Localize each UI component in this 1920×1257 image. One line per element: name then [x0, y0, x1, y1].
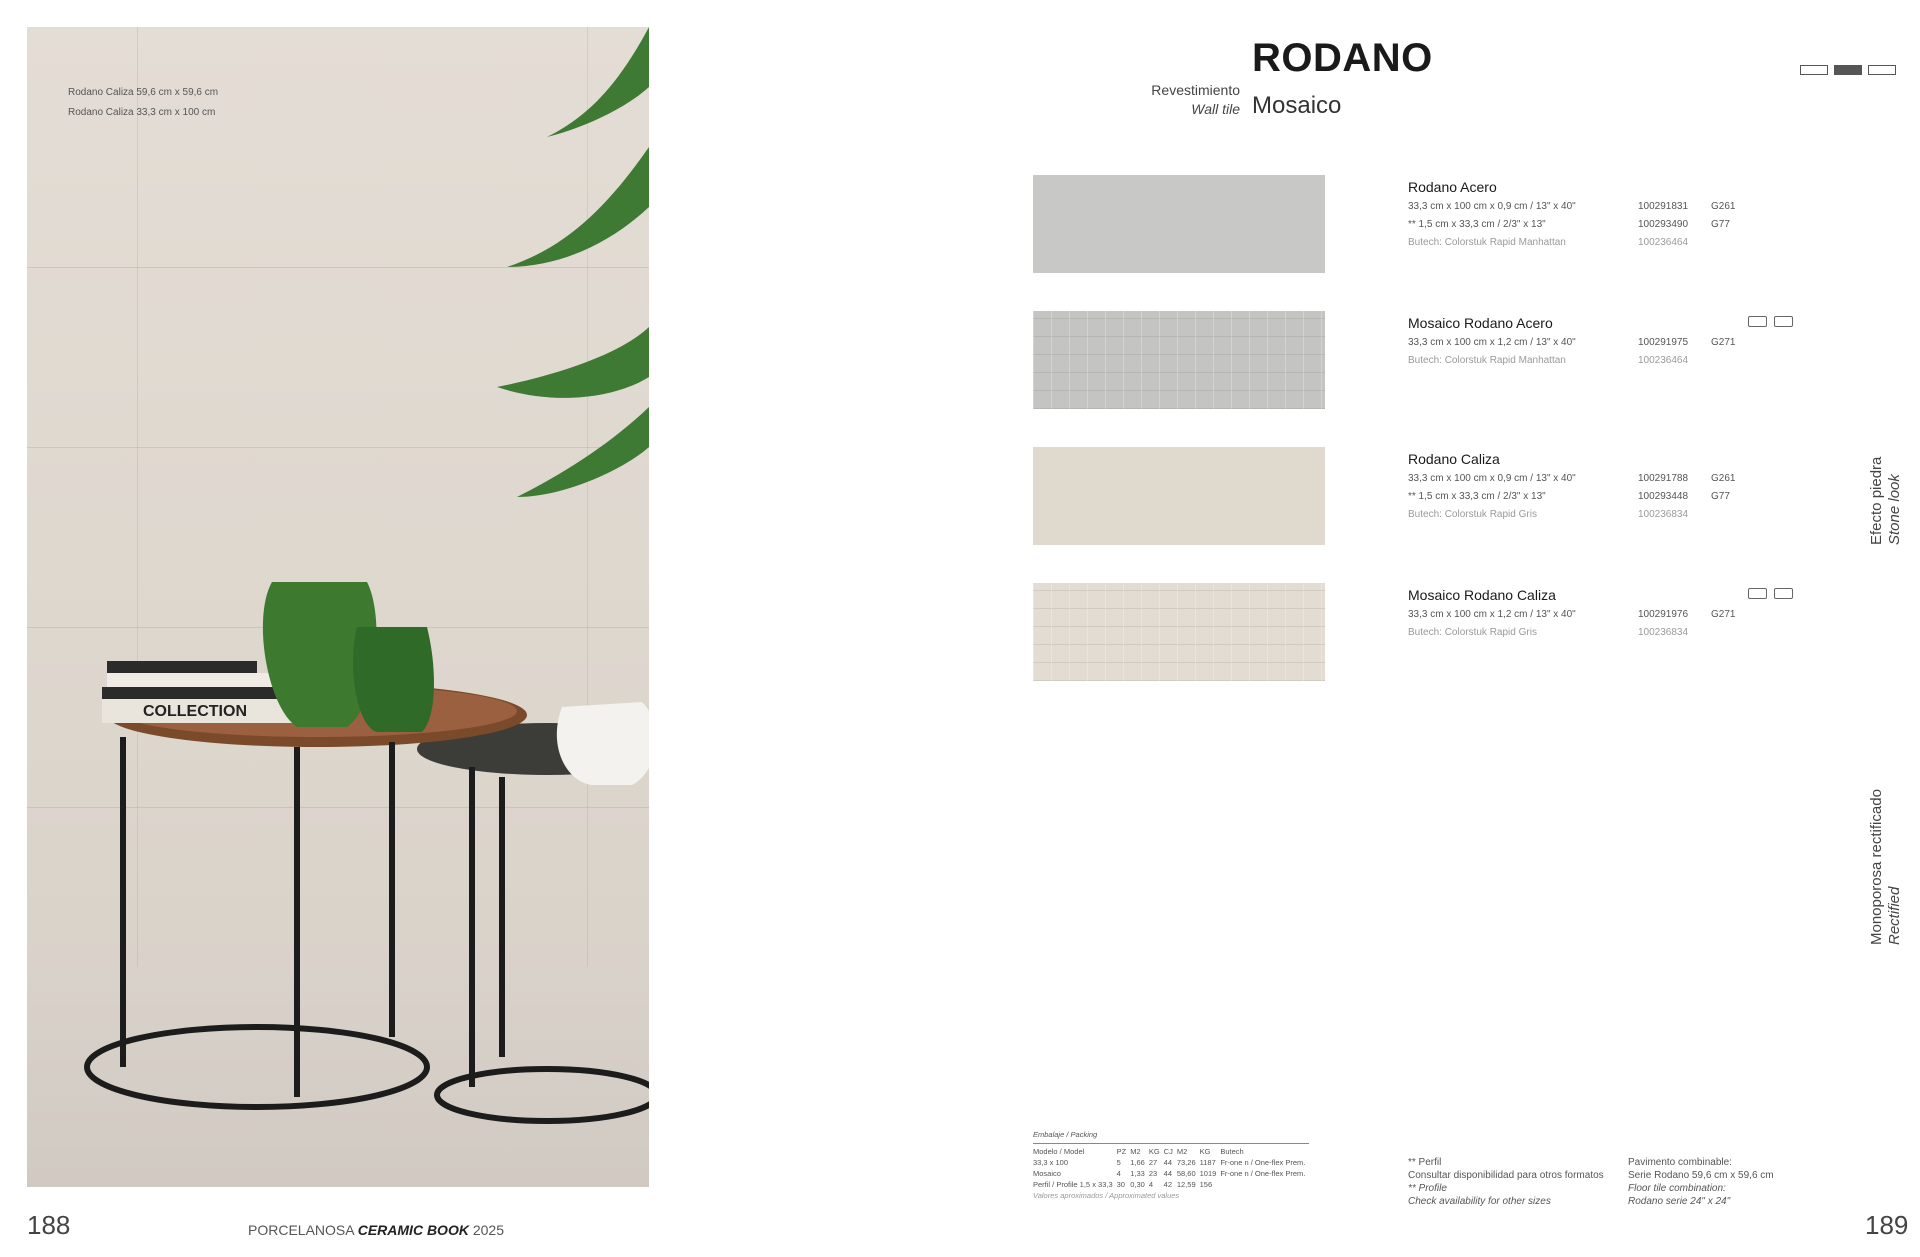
tile-format-icon	[1868, 65, 1896, 75]
floor-combination-note	[1628, 1156, 1774, 1208]
category-es: Revestimiento	[1151, 82, 1240, 98]
packing-header: CJ	[1164, 1144, 1177, 1158]
small-table-legs	[437, 767, 649, 1121]
swatch-mosaico-rodano-acero	[1033, 311, 1325, 409]
packing-header: PZ	[1117, 1144, 1131, 1158]
packing-header: Butech	[1220, 1144, 1309, 1158]
table-cell: 5	[1116, 1158, 1121, 1167]
packing-header: Modelo / Model	[1033, 1144, 1117, 1158]
packing-table	[1033, 1130, 1309, 1200]
table-cell: 58,60	[1176, 1169, 1196, 1178]
note-pav-title: Pavimento combinable:	[1628, 1157, 1732, 1168]
big-table-legs	[87, 737, 427, 1107]
product-group: G271	[1711, 337, 1736, 348]
photo-caption-2: Rodano Caliza 33,3 cm x 100 cm	[68, 107, 216, 118]
white-vase	[557, 702, 649, 785]
profile-note	[1408, 1156, 1604, 1208]
table-cell: 44	[1163, 1158, 1173, 1167]
product-name: Rodano Acero	[1408, 179, 1497, 195]
product-code: 100291788	[1638, 473, 1689, 484]
table-cell	[1220, 1179, 1309, 1190]
swatch-rodano-acero	[1033, 175, 1325, 273]
table-cell: Perfil / Profile 1,5 x 33,3	[1033, 1180, 1113, 1189]
table-cell: 1,66	[1130, 1158, 1145, 1167]
side-label-es: Monoporosa rectificado	[1868, 789, 1885, 945]
palm-plant	[497, 27, 649, 497]
product-spec: 33,3 cm x 100 cm x 1,2 cm / 13" x 40"	[1408, 337, 1576, 348]
footer-book-name: CERAMIC BOOK	[357, 1222, 469, 1238]
product-name: Mosaico Rodano Acero	[1408, 315, 1553, 331]
note-floor-en: Rodano serie 24" x 24"	[1628, 1196, 1731, 1207]
side-label-effect	[1868, 457, 1904, 545]
table-cell: 1,33	[1130, 1169, 1145, 1178]
packing-title: Embalaje / Packing	[1033, 1130, 1098, 1139]
table-cell: 4	[1116, 1169, 1121, 1178]
product-group: G261	[1711, 201, 1736, 212]
footer-brand-name: PORCELANOSA	[248, 1222, 354, 1238]
product-code: 100291976	[1638, 609, 1689, 620]
product-group: G77	[1711, 491, 1730, 502]
page-number-right: 189	[1865, 1210, 1909, 1240]
product-spec: ** 1,5 cm x 33,3 cm / 2/3" x 13"	[1408, 219, 1546, 230]
table-cell: 30	[1116, 1180, 1125, 1189]
product-spec: 33,3 cm x 100 cm x 0,9 cm / 13" x 40"	[1408, 473, 1576, 484]
packing-header: KG	[1200, 1144, 1221, 1158]
packing-header: M2	[1130, 1144, 1149, 1158]
table-cell: 42	[1163, 1180, 1173, 1189]
table-cell: 0,30	[1130, 1180, 1145, 1189]
side-label-type	[1868, 789, 1904, 945]
table-cell: 44	[1163, 1169, 1173, 1178]
furniture-illustration	[27, 27, 649, 1187]
table-cell: 23	[1148, 1169, 1158, 1178]
green-glass-vase	[353, 627, 434, 732]
note-pav-es: Serie Rodano 59,6 cm x 59,6 cm	[1628, 1170, 1774, 1181]
table-cell: 1187	[1199, 1158, 1216, 1167]
product-code: 100236834	[1638, 509, 1689, 520]
book-title: COLLECTION	[143, 703, 247, 720]
product-group: G77	[1711, 219, 1730, 230]
photo-caption-1: Rodano Caliza 59,6 cm x 59,6 cm	[68, 87, 219, 98]
packing-header: KG	[1149, 1144, 1164, 1158]
packing-header: M2	[1177, 1144, 1200, 1158]
side-label-en: Stone look	[1886, 474, 1903, 545]
product-spec: 33,3 cm x 100 cm x 0,9 cm / 13" x 40"	[1408, 201, 1576, 212]
product-spec: ** 1,5 cm x 33,3 cm / 2/3" x 13"	[1408, 491, 1546, 502]
packing-header-row	[1033, 1144, 1309, 1158]
swatch-mosaico-rodano-caliza	[1033, 583, 1325, 681]
product-butech: Butech: Colorstuk Rapid Manhattan	[1408, 355, 1566, 366]
tile-format-icon	[1800, 65, 1828, 75]
product-code: 100293448	[1638, 491, 1689, 502]
product-group: G261	[1711, 473, 1736, 484]
table-row	[1033, 1179, 1309, 1190]
table-cell: Mosaico	[1033, 1169, 1061, 1178]
product-code: 100236464	[1638, 355, 1689, 366]
footer-year: 2025	[472, 1222, 504, 1238]
book	[102, 687, 282, 699]
book	[107, 673, 277, 687]
swatch-rodano-caliza	[1033, 447, 1325, 545]
series-subtitle: Mosaico	[1252, 92, 1342, 119]
product-name: Rodano Caliza	[1408, 451, 1500, 467]
product-code: 100293490	[1638, 219, 1689, 230]
packing-grid	[1033, 1143, 1309, 1190]
product-name: Mosaico Rodano Caliza	[1408, 587, 1556, 603]
note-profile-en: Check availability for other sizes	[1408, 1196, 1551, 1207]
table-cell: 27	[1148, 1158, 1158, 1167]
side-label-en: Rectified	[1886, 886, 1903, 945]
tile-format-icon	[1834, 65, 1862, 75]
packing-footnote: Valores aproximados / Approximated values	[1033, 1191, 1180, 1200]
product-code: 100236464	[1638, 237, 1689, 248]
product-code: 100236834	[1638, 627, 1689, 638]
table-row	[1033, 1168, 1309, 1179]
bath-icon	[1748, 316, 1767, 327]
product-butech: Butech: Colorstuk Rapid Manhattan	[1408, 237, 1566, 248]
page-number-left: 188	[27, 1210, 71, 1240]
table-row	[1033, 1157, 1309, 1168]
interior-photo	[27, 27, 649, 1187]
series-title: RODANO	[1252, 36, 1433, 80]
note-floor-title: Floor tile combination:	[1628, 1183, 1726, 1194]
product-spec: 33,3 cm x 100 cm x 1,2 cm / 13" x 40"	[1408, 609, 1576, 620]
table-cell: Fr-one n / One-flex Prem.	[1220, 1169, 1306, 1178]
table-cell: 12,59	[1176, 1180, 1196, 1189]
product-group: G271	[1711, 609, 1736, 620]
bath-icon	[1748, 588, 1767, 599]
note-profile: ** Profile	[1408, 1183, 1447, 1194]
category-en: Wall tile	[1191, 101, 1240, 117]
product-code: 100291975	[1638, 337, 1689, 348]
product-code: 100291831	[1638, 201, 1689, 212]
table-cell: 4	[1148, 1180, 1153, 1189]
table-cell: 33,3 x 100	[1033, 1158, 1069, 1167]
product-butech: Butech: Colorstuk Rapid Gris	[1408, 627, 1537, 638]
table-cell: 73,26	[1176, 1158, 1196, 1167]
sofa-icon	[1774, 316, 1793, 327]
table-cell: 156	[1199, 1180, 1213, 1189]
table-cell: Fr-one n / One-flex Prem.	[1220, 1158, 1306, 1167]
book	[107, 661, 257, 673]
note-perfil: ** Perfil	[1408, 1157, 1442, 1168]
product-butech: Butech: Colorstuk Rapid Gris	[1408, 509, 1537, 520]
side-label-es: Efecto piedra	[1868, 456, 1885, 545]
note-perfil-es: Consultar disponibilidad para otros formatos	[1408, 1170, 1604, 1181]
sofa-icon	[1774, 588, 1793, 599]
footer-brand	[248, 1222, 504, 1238]
table-cell: 1019	[1199, 1169, 1217, 1178]
